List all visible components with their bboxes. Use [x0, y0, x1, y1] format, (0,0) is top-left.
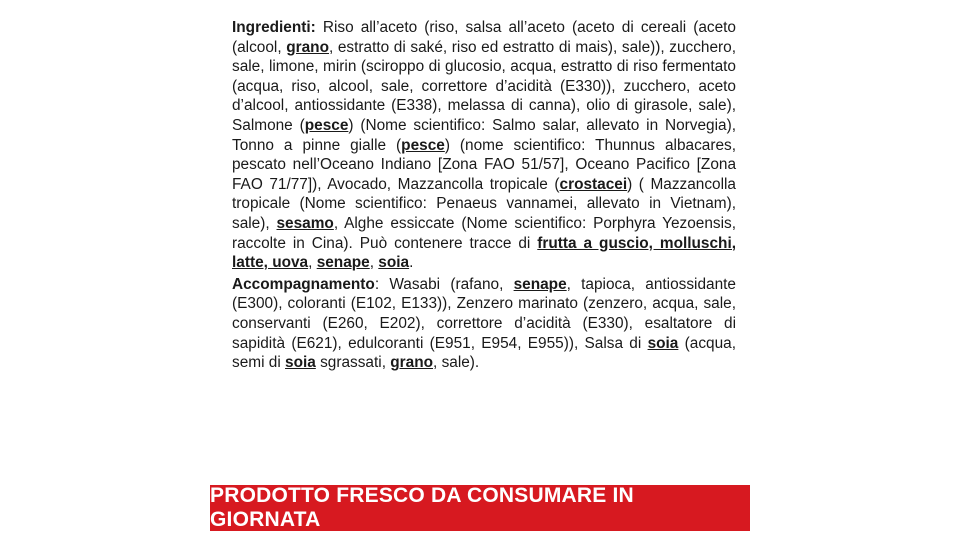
allergen-pesce: pesce	[304, 116, 349, 134]
allergen-soia: soia	[285, 354, 316, 372]
allergen-grano: grano	[390, 354, 434, 372]
allergen-pesce: pesce	[401, 136, 445, 154]
allergen-traces: frutta a guscio, molluschi, latte, uova	[232, 234, 736, 272]
allergen-sesamo: sesamo	[276, 214, 334, 232]
ingredients-text: ) (nome scientifico: Thunnus albacares, pescato nell’Oceano Indiano [Zona FAO 51/57], Oceano Pacifico [Zona FAO 71/77]), Avocado, Mazzancolla tropicale (	[232, 136, 736, 193]
accompaniment-text: sgrassati,	[315, 354, 391, 372]
allergen-senape: senape	[316, 254, 370, 272]
banner-text: PRODOTTO FRESCO DA CONSUMARE IN GIORNATA	[210, 484, 634, 531]
ingredients-text: ,	[308, 254, 317, 272]
ingredients-text: .	[409, 254, 414, 272]
accompaniment-text: : Wasabi (rafano,	[374, 275, 514, 293]
accompaniment-heading: Accompagnamento	[232, 275, 375, 293]
ingredients-text: , estratto di saké, riso ed estratto di mais), sale)), zucchero, sale, limone, mirin (sciroppo di glucosio, acqua, estratto di riso fermentato (acqua, riso, alcool, sale, correttore d’acidità (E330)), zucchero, aceto d’alcool, antiossidante (E338), melassa di canna), olio di girasole, sale), Salmone (	[232, 38, 736, 134]
allergen-soia: soia	[647, 334, 679, 352]
accompaniment-text: , tapioca, antiossidante (E300), coloranti (E102, E133)), Zenzero marinato (zenzero, acqua, sale, conservanti (E260, E202), correttore d’acidità (E330), esaltatore di sapidità (E621), edulcoranti (E951, E954, E955)), Salsa di	[232, 275, 736, 352]
ingredients-text: , Alghe essiccate (Nome scientifico: Porphyra Yezoensis, raccolte in Cina). Può contenere tracce di	[232, 214, 736, 252]
allergen-crostacei: crostacei	[559, 175, 628, 193]
ingredients-label	[232, 18, 736, 375]
ingredients-text: ,	[369, 254, 379, 272]
fresh-product-banner	[210, 485, 750, 531]
accompaniment-paragraph	[232, 275, 736, 373]
ingredients-text: ) (Nome scientifico: Salmo salar, allevato in Norvegia), Tonno a pinne gialle (	[232, 116, 736, 154]
ingredients-paragraph	[232, 18, 736, 273]
accompaniment-text: , sale).	[433, 354, 480, 372]
allergen-soia: soia	[378, 254, 410, 272]
allergen-senape: senape	[513, 275, 567, 293]
allergen-grano: grano	[286, 38, 329, 56]
ingredients-text: ) ( Mazzancolla tropicale (Nome scientifico: Penaeus vannamei, allevato in Vietnam), sale),	[232, 175, 736, 232]
ingredients-text: Riso all’aceto (riso, salsa all’aceto (aceto di cereali (aceto (alcool,	[232, 19, 736, 56]
ingredients-heading: Ingredienti:	[232, 19, 316, 36]
accompaniment-text: (acqua, semi di	[232, 334, 736, 372]
